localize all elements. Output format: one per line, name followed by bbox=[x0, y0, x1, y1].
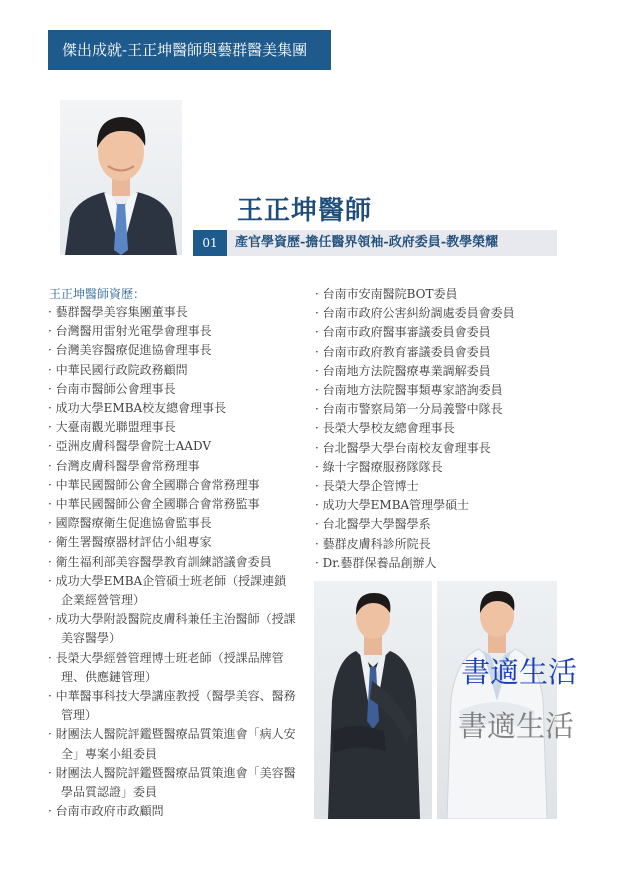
list-item: · 長榮大學校友總會理事長 bbox=[315, 419, 565, 438]
list-item: · 亞洲皮膚科醫學會院士AADV bbox=[48, 437, 298, 456]
list-item: · 成功大學EMBA校友總會理事長 bbox=[48, 399, 298, 418]
credentials-heading: 王正坤醫師資歷： bbox=[49, 287, 146, 301]
list-item: · 綠十字醫療服務隊隊長 bbox=[315, 458, 565, 477]
section-subtitle-bar bbox=[193, 230, 557, 256]
list-item: · 財團法人醫院評鑑暨醫療品質策進會「美容醫學品質認證」委員 bbox=[48, 764, 298, 802]
list-item: · 國際醫療衛生促進協會監事長 bbox=[48, 514, 298, 533]
list-item: · 中華民國行政院政務顧問 bbox=[48, 361, 298, 380]
list-item: · 成功大學EMBA管理學碩士 bbox=[315, 496, 565, 515]
list-item: · 中華民國醫師公會全國聯合會常務監事 bbox=[48, 495, 298, 514]
doctor-name: 王正坤醫師 bbox=[237, 196, 373, 226]
list-item: · 長榮大學企管博士 bbox=[315, 477, 565, 496]
doctor-suit-photo bbox=[314, 581, 432, 819]
list-item: · 台北醫學大學台南校友會理事長 bbox=[315, 439, 565, 458]
credentials-list-right bbox=[315, 285, 565, 573]
credentials-list-left bbox=[48, 303, 298, 821]
list-item: · 藝群醫學美容集團董事長 bbox=[48, 303, 298, 322]
list-item: · 台南市政府醫事審議委員會委員 bbox=[315, 323, 565, 342]
list-item: · 台南地方法院醫事類專家諮詢委員 bbox=[315, 381, 565, 400]
list-item: · 台南市醫師公會理事長 bbox=[48, 380, 298, 399]
list-item: · 成功大學EMBA企管碩士班老師（授課連鎖企業經營管理） bbox=[48, 572, 298, 610]
section-subtitle: 產官學資歷-擔任醫界領袖-政府委員-教學榮耀 bbox=[235, 235, 499, 250]
list-item: · Dr.藝群保養品創辦人 bbox=[315, 554, 565, 573]
list-item: · 長榮大學經營管理博士班老師（授課品牌管理、供應鏈管理） bbox=[48, 649, 298, 687]
watermark-text: 書適生活 bbox=[461, 655, 578, 689]
watermark-text-faded: 書適生活 bbox=[458, 709, 575, 743]
list-item: · 台南市政府市政顧問 bbox=[48, 802, 298, 821]
list-item: · 台灣美容醫療促進協會理事長 bbox=[48, 341, 298, 360]
list-item: · 台灣醫用雷射光電學會理事長 bbox=[48, 322, 298, 341]
list-item: · 台南市安南醫院BOT委員 bbox=[315, 285, 565, 304]
list-item: · 大臺南觀光聯盟理事長 bbox=[48, 418, 298, 437]
list-item: · 台南市警察局第一分局義警中隊長 bbox=[315, 400, 565, 419]
section-number: 01 bbox=[193, 230, 227, 256]
list-item: · 衛生署醫療器材評估小組專家 bbox=[48, 533, 298, 552]
list-item: · 台北醫學大學醫學系 bbox=[315, 515, 565, 534]
list-item: · 藝群皮膚科診所院長 bbox=[315, 535, 565, 554]
list-item: · 中華民國醫師公會全國聯合會常務理事 bbox=[48, 476, 298, 495]
list-item: · 台南地方法院醫療專業調解委員 bbox=[315, 362, 565, 381]
list-item: · 台南市政府教育審議委員會委員 bbox=[315, 343, 565, 362]
list-item: · 台灣皮膚科醫學會常務理事 bbox=[48, 457, 298, 476]
list-item: · 成功大學附設醫院皮膚科兼任主治醫師（授課美容醫學） bbox=[48, 610, 298, 648]
list-item: · 衛生福利部美容醫學教育訓練諮議會委員 bbox=[48, 553, 298, 572]
doctor-coat-photo bbox=[437, 581, 557, 819]
list-item: · 中華醫事科技大學講座教授（醫學美容、醫務管理） bbox=[48, 687, 298, 725]
list-item: · 財團法人醫院評鑑暨醫療品質策進會「病人安全」專案小組委員 bbox=[48, 725, 298, 763]
doctor-portrait-photo bbox=[60, 100, 182, 255]
page-header-title: 傑出成就-王正坤醫師與藝群醫美集團 bbox=[48, 30, 331, 70]
list-item: · 台南市政府公害糾紛調處委員會委員 bbox=[315, 304, 565, 323]
